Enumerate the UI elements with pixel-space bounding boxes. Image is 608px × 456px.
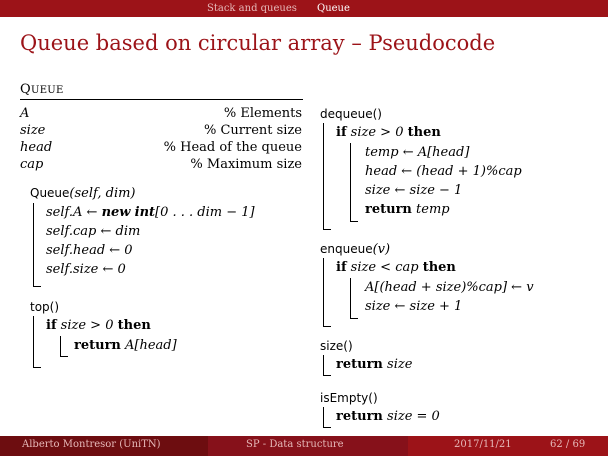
section-navbar — [0, 0, 608, 17]
constructor-args: (self, dim) — [69, 186, 136, 201]
field-cap-name: cap — [20, 157, 44, 172]
dequeue-block-end — [323, 229, 331, 230]
isempty-block-bar — [323, 407, 324, 427]
constructor-line-3: self.head ← 0 — [46, 243, 133, 258]
footer-page-number: 62 / 69 — [550, 439, 586, 450]
constructor-line-1: self.A ← new int[0 . . . dim − 1] — [46, 205, 255, 220]
enqueue-inner-end — [350, 318, 358, 319]
size-block-bar — [323, 355, 324, 375]
field-a-comment: % Elements — [223, 106, 302, 121]
field-head-name: head — [20, 140, 53, 155]
dequeue-inner-end — [350, 221, 358, 222]
dequeue-block-bar — [323, 123, 324, 229]
footer-date: 2017/11/21 — [454, 439, 512, 450]
algorithm-name-text: QUEUE — [20, 82, 64, 97]
field-size-comment: % Current size — [203, 123, 302, 138]
field-size-name: size — [20, 123, 46, 138]
dequeue-signature: dequeue() — [320, 107, 382, 121]
dequeue-condition: if size > 0 then — [336, 125, 441, 140]
isempty-signature: isEmpty() — [320, 391, 378, 405]
size-block-end — [323, 375, 331, 376]
enqueue-block-end — [323, 326, 331, 327]
field-head-comment: % Head of the queue — [163, 140, 302, 155]
enqueue-signature — [320, 241, 390, 258]
field-cap-comment: % Maximum size — [190, 157, 302, 172]
size-return: return size — [336, 357, 413, 372]
field-a-name: A — [20, 106, 30, 121]
footer-course: SP - Data structure — [246, 439, 344, 450]
top-block-bar — [33, 316, 34, 367]
constructor-name: Queue — [30, 186, 70, 200]
constructor-block-bar — [33, 203, 34, 286]
dequeue-return: return temp — [365, 202, 450, 217]
size-signature: size() — [320, 339, 353, 353]
top-block-end — [33, 367, 41, 368]
algorithm-name — [20, 82, 64, 97]
dequeue-line-2: head ← (head + 1)%cap — [365, 164, 522, 179]
enqueue-condition: if size < cap then — [336, 260, 456, 275]
dequeue-line-3: size ← size − 1 — [365, 183, 463, 198]
enqueue-line-2: size ← size + 1 — [365, 299, 463, 314]
top-signature: top() — [30, 300, 60, 314]
footer-date-panel — [408, 436, 608, 456]
dequeue-line-1: temp ← A[head] — [365, 145, 470, 160]
isempty-block-end — [323, 427, 331, 428]
constructor-line-2: self.cap ← dim — [46, 224, 141, 239]
constructor-block-end — [33, 286, 41, 287]
top-condition: if size > 0 then — [46, 318, 151, 333]
slide-footer — [0, 436, 608, 456]
slide-title: Queue based on circular array – Pseudocode — [20, 31, 496, 55]
algorithm-rule — [20, 99, 303, 100]
top-return: return A[head] — [74, 338, 177, 353]
constructor-line-4: self.size ← 0 — [46, 262, 126, 277]
enqueue-args: (v) — [372, 242, 391, 257]
nav-subsection-link[interactable]: Queue — [317, 3, 350, 14]
top-inner-end — [60, 356, 68, 357]
enqueue-inner-bar — [350, 278, 351, 318]
constructor-signature — [30, 185, 136, 202]
enqueue-name: enqueue — [320, 242, 373, 256]
isempty-return: return size = 0 — [336, 409, 440, 424]
footer-course-panel — [208, 436, 408, 456]
footer-author-panel — [0, 436, 208, 456]
footer-author: Alberto Montresor (UniTN) — [22, 439, 161, 450]
enqueue-block-bar — [323, 258, 324, 326]
dequeue-inner-bar — [350, 143, 351, 221]
enqueue-line-1: A[(head + size)%cap] ← v — [365, 280, 534, 295]
nav-section-link[interactable]: Stack and queues — [207, 3, 297, 14]
top-inner-bar — [60, 336, 61, 356]
